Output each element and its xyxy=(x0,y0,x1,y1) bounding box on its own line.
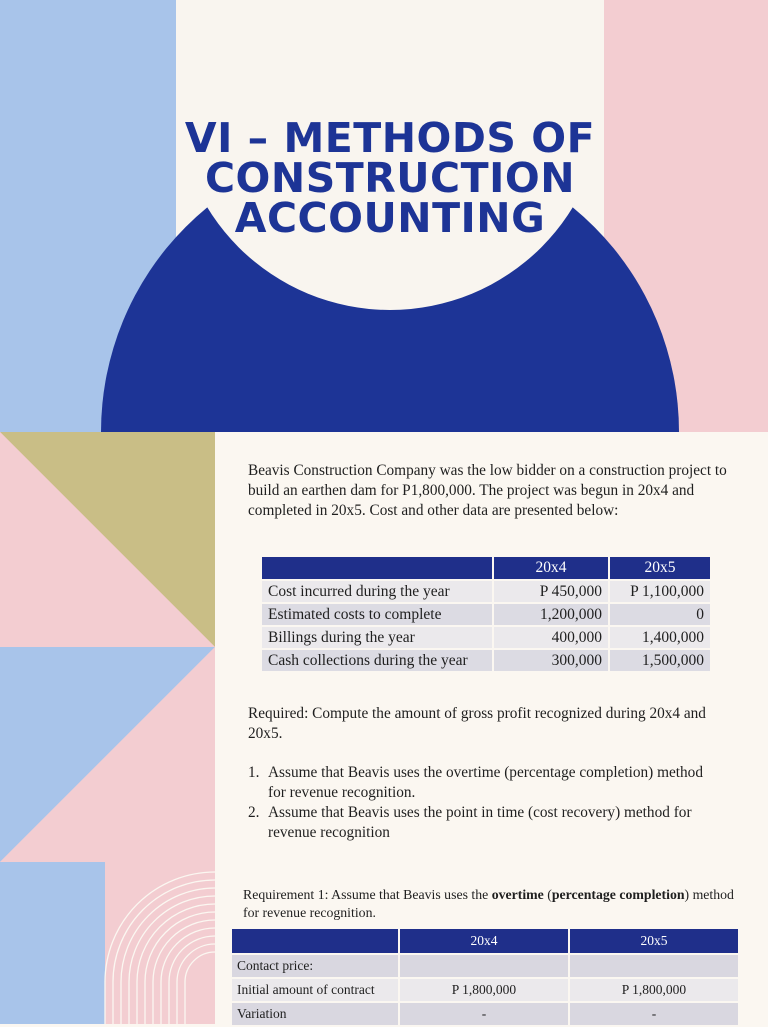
list-item-number: 1. xyxy=(248,764,260,781)
solution-intro-bold-method: percentage completion xyxy=(551,887,685,902)
list-item-text: Assume that Beavis uses the overtime (percentage completion) method for revenue recognition. xyxy=(268,764,703,801)
table-row xyxy=(232,955,738,977)
cost-data-table xyxy=(260,555,712,673)
row-value-20x5: 0 xyxy=(610,604,710,625)
table-row xyxy=(262,581,710,602)
solution-intro xyxy=(243,886,743,922)
solution-intro-suffix: ) method for revenue recognition. xyxy=(243,887,734,920)
row-value-20x4: - xyxy=(400,1003,568,1025)
row-value-20x4 xyxy=(400,955,568,977)
row-label: Cost incurred during the year xyxy=(262,581,492,602)
cover-title xyxy=(176,114,604,242)
list-item xyxy=(248,803,718,843)
table-header-row xyxy=(232,929,738,953)
row-value-20x5: P 1,800,000 xyxy=(570,979,738,1001)
row-value-20x4: 1,200,000 xyxy=(494,604,608,625)
row-label: Variation xyxy=(232,1003,398,1025)
row-value-20x5: 1,400,000 xyxy=(610,627,710,648)
row-value-20x4: P 1,800,000 xyxy=(400,979,568,1001)
solution-intro-prefix: Requirement 1: Assume that Beavis uses the xyxy=(243,887,492,902)
problem-page xyxy=(215,432,768,864)
table-header-blank xyxy=(262,557,492,579)
row-label: Billings during the year xyxy=(262,627,492,648)
row-label: Estimated costs to complete xyxy=(262,604,492,625)
row-value-20x5: 1,500,000 xyxy=(610,650,710,671)
geometric-pattern-graphic xyxy=(0,432,215,1024)
solution-intro-bold-overtime: overtime xyxy=(491,887,544,902)
cover-section xyxy=(0,0,768,432)
table-header-row xyxy=(262,557,710,579)
required-text: Required: Compute the amount of gross profit recognized during 20x4 and 20x5. xyxy=(248,705,706,742)
side-pattern xyxy=(0,432,215,1024)
row-value-20x5 xyxy=(570,955,738,977)
list-item-text: Assume that Beavis uses the point in time (cost recovery) method for revenue recognition xyxy=(268,804,692,841)
row-value-20x5: P 1,100,000 xyxy=(610,581,710,602)
table-header-20x4: 20x4 xyxy=(400,929,568,953)
cover-title-line-1: VI – METHODS OF xyxy=(184,114,596,162)
table-row xyxy=(262,604,710,625)
row-value-20x4: 300,000 xyxy=(494,650,608,671)
pattern-blue-block xyxy=(0,862,105,1024)
table-header-20x4: 20x4 xyxy=(494,557,608,579)
row-label: Initial amount of contract xyxy=(232,979,398,1001)
table-header-blank xyxy=(232,929,398,953)
row-value-20x5: - xyxy=(570,1003,738,1025)
table-row xyxy=(262,650,710,671)
solution-page xyxy=(215,864,768,1024)
row-value-20x4: 400,000 xyxy=(494,627,608,648)
list-item-number: 2. xyxy=(248,804,260,821)
cover-title-line-3: ACCOUNTING xyxy=(234,194,546,242)
list-item xyxy=(248,763,718,803)
table-header-20x5: 20x5 xyxy=(570,929,738,953)
solution-table xyxy=(230,927,740,1027)
problem-intro: Beavis Construction Company was the low bidder on a construction project to build an earthen dam for P1,800,000. The project was begun in 20x4 and completed in 20x5. Cost and other data are presented below: xyxy=(248,462,727,519)
table-row xyxy=(232,979,738,1001)
table-row xyxy=(262,627,710,648)
cover-title-line-2: CONSTRUCTION xyxy=(204,154,576,202)
row-value-20x4: P 450,000 xyxy=(494,581,608,602)
requirements-list xyxy=(248,763,718,843)
row-label: Contact price: xyxy=(232,955,398,977)
table-header-20x5: 20x5 xyxy=(610,557,710,579)
row-label: Cash collections during the year xyxy=(262,650,492,671)
solution-intro-mid: ( xyxy=(543,887,552,902)
table-row xyxy=(232,1003,738,1025)
